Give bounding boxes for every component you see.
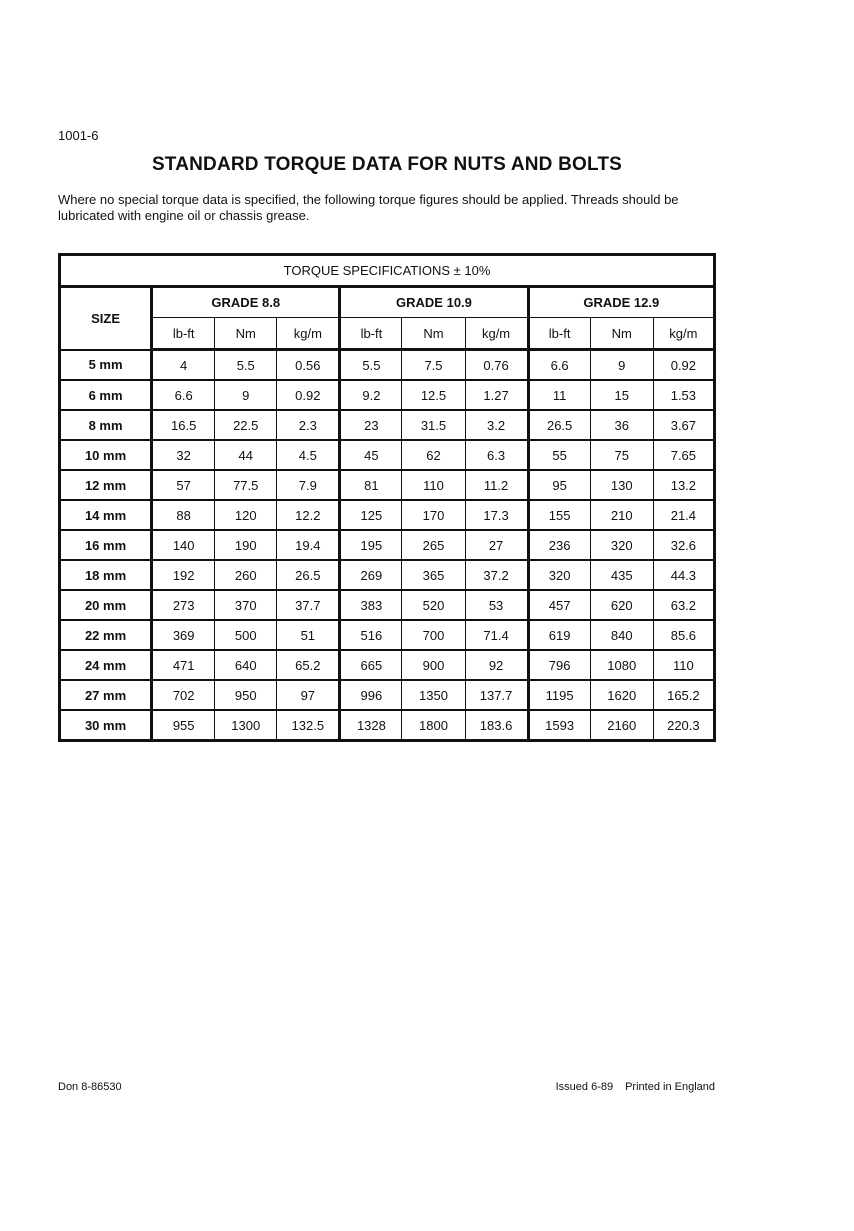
- value-cell: 132.5: [277, 710, 340, 741]
- value-cell: 44.3: [653, 560, 714, 590]
- value-cell: 265: [402, 530, 465, 560]
- unit-header: Nm: [215, 318, 277, 350]
- value-cell: 620: [590, 590, 653, 620]
- value-cell: 3.67: [653, 410, 714, 440]
- value-cell: 2.3: [277, 410, 340, 440]
- value-cell: 9: [215, 380, 277, 410]
- value-cell: 77.5: [215, 470, 277, 500]
- value-cell: 1195: [528, 680, 590, 710]
- value-cell: 53: [465, 590, 528, 620]
- value-cell: 165.2: [653, 680, 714, 710]
- value-cell: 183.6: [465, 710, 528, 741]
- value-cell: 0.92: [277, 380, 340, 410]
- value-cell: 44: [215, 440, 277, 470]
- value-cell: 75: [590, 440, 653, 470]
- value-cell: 702: [152, 680, 215, 710]
- value-cell: 71.4: [465, 620, 528, 650]
- value-cell: 1800: [402, 710, 465, 741]
- table-row: [60, 530, 715, 560]
- value-cell: 125: [340, 500, 402, 530]
- value-cell: 2160: [590, 710, 653, 741]
- value-cell: 92: [465, 650, 528, 680]
- value-cell: 516: [340, 620, 402, 650]
- value-cell: 4: [152, 350, 215, 381]
- value-cell: 269: [340, 560, 402, 590]
- doc-number: Don 8-86530: [58, 1081, 122, 1093]
- value-cell: 9: [590, 350, 653, 381]
- value-cell: 5.5: [340, 350, 402, 381]
- value-cell: 0.56: [277, 350, 340, 381]
- table-row: [60, 380, 715, 410]
- value-cell: 140: [152, 530, 215, 560]
- value-cell: 520: [402, 590, 465, 620]
- value-cell: 7.9: [277, 470, 340, 500]
- value-cell: 195: [340, 530, 402, 560]
- value-cell: 7.5: [402, 350, 465, 381]
- value-cell: 369: [152, 620, 215, 650]
- value-cell: 996: [340, 680, 402, 710]
- value-cell: 19.4: [277, 530, 340, 560]
- value-cell: 3.2: [465, 410, 528, 440]
- value-cell: 31.5: [402, 410, 465, 440]
- value-cell: 26.5: [277, 560, 340, 590]
- value-cell: 365: [402, 560, 465, 590]
- value-cell: 57: [152, 470, 215, 500]
- torque-table: [58, 253, 716, 742]
- size-cell: 24 mm: [60, 650, 152, 680]
- value-cell: 500: [215, 620, 277, 650]
- value-cell: 62: [402, 440, 465, 470]
- value-cell: 36: [590, 410, 653, 440]
- table-row: [60, 560, 715, 590]
- printed-location: Printed in England: [625, 1081, 715, 1093]
- value-cell: 12.5: [402, 380, 465, 410]
- value-cell: 1593: [528, 710, 590, 741]
- value-cell: 12.2: [277, 500, 340, 530]
- value-cell: 190: [215, 530, 277, 560]
- size-cell: 14 mm: [60, 500, 152, 530]
- size-cell: 8 mm: [60, 410, 152, 440]
- value-cell: 110: [653, 650, 714, 680]
- value-cell: 457: [528, 590, 590, 620]
- value-cell: 900: [402, 650, 465, 680]
- size-cell: 30 mm: [60, 710, 152, 741]
- value-cell: 11: [528, 380, 590, 410]
- value-cell: 950: [215, 680, 277, 710]
- value-cell: 37.2: [465, 560, 528, 590]
- size-cell: 12 mm: [60, 470, 152, 500]
- value-cell: 6.6: [528, 350, 590, 381]
- table-row: [60, 410, 715, 440]
- value-cell: 260: [215, 560, 277, 590]
- table-row: [60, 350, 715, 381]
- value-cell: 4.5: [277, 440, 340, 470]
- value-cell: 840: [590, 620, 653, 650]
- value-cell: 320: [590, 530, 653, 560]
- value-cell: 7.65: [653, 440, 714, 470]
- value-cell: 383: [340, 590, 402, 620]
- value-cell: 236: [528, 530, 590, 560]
- value-cell: 88: [152, 500, 215, 530]
- value-cell: 1080: [590, 650, 653, 680]
- size-header: SIZE: [60, 287, 152, 350]
- table-row: [60, 470, 715, 500]
- value-cell: 11.2: [465, 470, 528, 500]
- value-cell: 220.3: [653, 710, 714, 741]
- value-cell: 9.2: [340, 380, 402, 410]
- value-cell: 45: [340, 440, 402, 470]
- value-cell: 26.5: [528, 410, 590, 440]
- value-cell: 700: [402, 620, 465, 650]
- size-cell: 6 mm: [60, 380, 152, 410]
- value-cell: 65.2: [277, 650, 340, 680]
- size-cell: 27 mm: [60, 680, 152, 710]
- value-cell: 1300: [215, 710, 277, 741]
- size-cell: 20 mm: [60, 590, 152, 620]
- value-cell: 32.6: [653, 530, 714, 560]
- value-cell: 17.3: [465, 500, 528, 530]
- value-cell: 6.6: [152, 380, 215, 410]
- value-cell: 51: [277, 620, 340, 650]
- value-cell: 15: [590, 380, 653, 410]
- value-cell: 1328: [340, 710, 402, 741]
- value-cell: 23: [340, 410, 402, 440]
- grade-header: GRADE 8.8: [152, 287, 340, 318]
- torque-table-body: [60, 350, 715, 741]
- value-cell: 97: [277, 680, 340, 710]
- table-row: [60, 500, 715, 530]
- table-row: [60, 650, 715, 680]
- value-cell: 619: [528, 620, 590, 650]
- unit-header: lb-ft: [528, 318, 590, 350]
- torque-spec-title: TORQUE SPECIFICATIONS ± 10%: [60, 255, 715, 287]
- value-cell: 37.7: [277, 590, 340, 620]
- value-cell: 22.5: [215, 410, 277, 440]
- unit-header: Nm: [402, 318, 465, 350]
- size-cell: 18 mm: [60, 560, 152, 590]
- value-cell: 13.2: [653, 470, 714, 500]
- value-cell: 640: [215, 650, 277, 680]
- value-cell: 1.27: [465, 380, 528, 410]
- value-cell: 210: [590, 500, 653, 530]
- table-row: [60, 710, 715, 741]
- value-cell: 137.7: [465, 680, 528, 710]
- table-row: [60, 440, 715, 470]
- unit-header: kg/m: [277, 318, 340, 350]
- value-cell: 0.76: [465, 350, 528, 381]
- value-cell: 435: [590, 560, 653, 590]
- value-cell: 95: [528, 470, 590, 500]
- value-cell: 21.4: [653, 500, 714, 530]
- value-cell: 471: [152, 650, 215, 680]
- value-cell: 32: [152, 440, 215, 470]
- value-cell: 155: [528, 500, 590, 530]
- table-row: [60, 590, 715, 620]
- value-cell: 27: [465, 530, 528, 560]
- value-cell: 273: [152, 590, 215, 620]
- value-cell: 170: [402, 500, 465, 530]
- value-cell: 0.92: [653, 350, 714, 381]
- grade-header: GRADE 10.9: [340, 287, 528, 318]
- unit-header: kg/m: [653, 318, 714, 350]
- table-row: [60, 680, 715, 710]
- value-cell: 16.5: [152, 410, 215, 440]
- value-cell: 665: [340, 650, 402, 680]
- unit-header: lb-ft: [152, 318, 215, 350]
- value-cell: 192: [152, 560, 215, 590]
- value-cell: 85.6: [653, 620, 714, 650]
- value-cell: 1620: [590, 680, 653, 710]
- page-number: 1001-6: [58, 128, 99, 143]
- unit-header: Nm: [590, 318, 653, 350]
- intro-paragraph: Where no special torque data is specified, the following torque figures should be applied. Threads should be lubricated with engine oil or chassis grease.: [58, 192, 679, 223]
- table-row: [60, 620, 715, 650]
- value-cell: 796: [528, 650, 590, 680]
- value-cell: 5.5: [215, 350, 277, 381]
- size-cell: 5 mm: [60, 350, 152, 381]
- footer-right: [556, 1081, 715, 1093]
- value-cell: 370: [215, 590, 277, 620]
- value-cell: 55: [528, 440, 590, 470]
- unit-header: lb-ft: [340, 318, 402, 350]
- value-cell: 110: [402, 470, 465, 500]
- value-cell: 120: [215, 500, 277, 530]
- page-title: STANDARD TORQUE DATA FOR NUTS AND BOLTS: [151, 154, 623, 175]
- unit-header: kg/m: [465, 318, 528, 350]
- grade-header: GRADE 12.9: [528, 287, 714, 318]
- value-cell: 81: [340, 470, 402, 500]
- value-cell: 320: [528, 560, 590, 590]
- size-cell: 16 mm: [60, 530, 152, 560]
- size-cell: 10 mm: [60, 440, 152, 470]
- size-cell: 22 mm: [60, 620, 152, 650]
- value-cell: 1350: [402, 680, 465, 710]
- value-cell: 130: [590, 470, 653, 500]
- value-cell: 6.3: [465, 440, 528, 470]
- value-cell: 955: [152, 710, 215, 741]
- issued-date: Issued 6-89: [555, 1081, 614, 1093]
- value-cell: 63.2: [653, 590, 714, 620]
- value-cell: 1.53: [653, 380, 714, 410]
